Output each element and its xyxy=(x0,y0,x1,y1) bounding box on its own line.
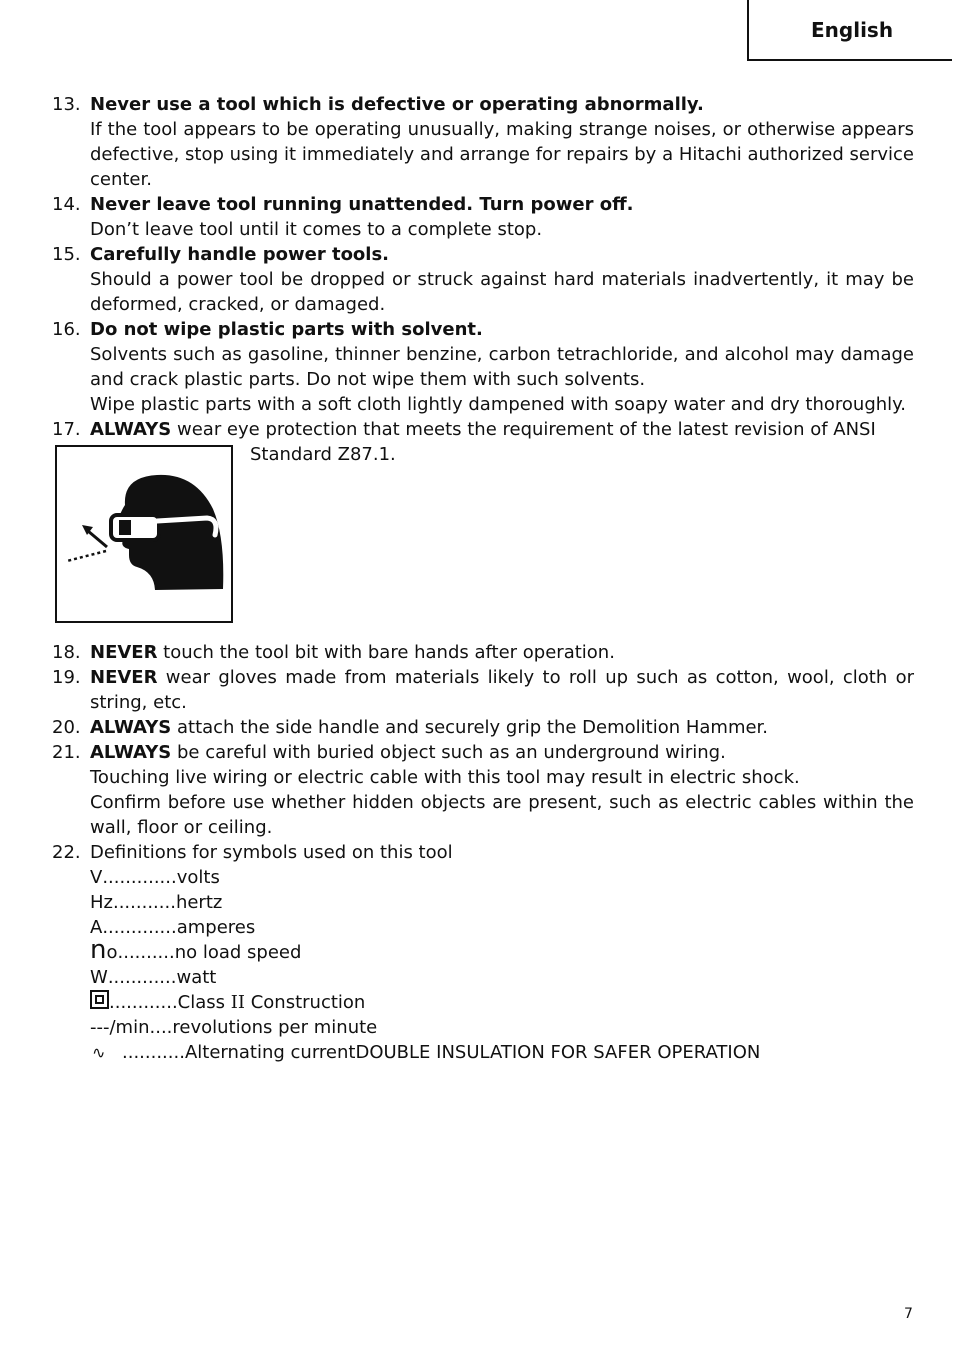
symbol-leader: ............. xyxy=(102,867,177,888)
symbol-row-amperes xyxy=(90,915,914,940)
item-text: be careful with buried object such as an underground wiring. xyxy=(171,742,726,763)
safety-instructions xyxy=(52,92,914,1065)
symbol-leader: ........... xyxy=(122,1042,185,1063)
symbol-key: V xyxy=(90,867,103,888)
item-text: touch the tool bit with bare hands after operation. xyxy=(157,642,615,663)
item-heading: Never use a tool which is defective or operating abnormally. xyxy=(90,94,704,115)
symbol-leader: ............. xyxy=(102,917,177,938)
eye-protection-row xyxy=(52,442,914,640)
item-heading: Carefully handle power tools. xyxy=(90,244,390,265)
symbol-key: A xyxy=(90,917,103,938)
item-emphasis: NEVER xyxy=(90,642,158,663)
item-number: 22. xyxy=(52,842,81,863)
item-number: 18. xyxy=(52,642,81,663)
item-text: wear gloves made from materials likely to roll up such as cotton, wool, cloth or string, etc. xyxy=(90,667,914,713)
item-number: 19. xyxy=(52,667,81,688)
item-number: 17. xyxy=(52,419,81,440)
instruction-13 xyxy=(52,92,914,192)
item-number: 21. xyxy=(52,742,81,763)
instruction-22 xyxy=(52,840,914,1065)
item-heading: Never leave tool running unattended. Turn power off. xyxy=(90,194,634,215)
item-text: attach the side handle and securely grip the Demolition Hammer. xyxy=(171,717,769,738)
item-text: Definitions for symbols used on this tool xyxy=(90,842,453,863)
item-number: 20. xyxy=(52,717,81,738)
symbol-meaning: watt xyxy=(176,967,217,988)
item-body: Confirm before use whether hidden objects are present, such as electric cables within the wall, floor or ceiling. xyxy=(90,792,914,838)
symbol-row-class-ii xyxy=(90,990,914,1015)
item-body: Solvents such as gasoline, thinner benzine, carbon tetrachloride, and alcohol may damage and crack plastic parts. Do not wipe them with such solvents. xyxy=(90,344,914,390)
instruction-19 xyxy=(52,665,914,715)
instruction-17 xyxy=(52,417,914,442)
item-emphasis: ALWAYS xyxy=(90,717,172,738)
item-emphasis: ALWAYS xyxy=(90,742,172,763)
symbol-key: W xyxy=(90,967,108,988)
item-text: wear eye protection that meets the requirement of the latest revision of ANSI xyxy=(171,419,876,440)
eye-protection-caption: Standard Z87.1. xyxy=(250,444,396,465)
language-label: English xyxy=(811,18,894,42)
item-heading: Do not wipe plastic parts with solvent. xyxy=(90,319,483,340)
item-body: Touching live wiring or electric cable with this tool may result in electric shock. xyxy=(90,767,800,788)
item-number: 13. xyxy=(52,94,81,115)
item-number: 16. xyxy=(52,319,81,340)
item-body: Wipe plastic parts with a soft cloth lightly dampened with soapy water and dry thoroughly. xyxy=(90,394,906,415)
alternating-current-icon: ∿ xyxy=(92,1043,106,1062)
symbol-row-watt xyxy=(90,965,914,990)
symbol-leader: ............ xyxy=(107,967,177,988)
eye-protection-pictogram xyxy=(55,445,233,623)
symbol-leader: ........... xyxy=(112,892,176,913)
symbol-row-no-load-speed xyxy=(90,935,914,965)
item-number: 15. xyxy=(52,244,81,265)
item-emphasis: NEVER xyxy=(90,667,158,688)
symbol-meaning: amperes xyxy=(176,917,256,938)
symbol-leader: .... xyxy=(149,1017,173,1038)
symbol-key xyxy=(90,935,118,965)
symbol-row-volts xyxy=(90,865,914,890)
instruction-16 xyxy=(52,317,914,417)
symbol-meaning: Class II Construction xyxy=(177,992,366,1013)
item-body: Should a power tool be dropped or struck against hard materials inadvertently, it may be deformed, cracked, or damaged. xyxy=(90,269,914,315)
symbol-meaning: revolutions per minute xyxy=(172,1017,378,1038)
item-body: If the tool appears to be operating unusually, making strange noises, or otherwise appears defective, stop using it immediately and arrange for repairs by a Hitachi authorized service center. xyxy=(90,119,914,190)
symbol-leader: .......... xyxy=(117,942,175,963)
language-tab xyxy=(747,0,952,61)
item-emphasis: ALWAYS xyxy=(90,419,172,440)
symbol-meaning: Alternating currentDOUBLE INSULATION FOR SAFER OPERATION xyxy=(184,1042,761,1063)
instruction-21 xyxy=(52,740,914,840)
symbol-row-hertz xyxy=(90,890,914,915)
symbol-leader: ............ xyxy=(109,992,178,1013)
symbol-key: ---/min xyxy=(90,1017,150,1038)
instruction-14 xyxy=(52,192,914,242)
symbol-meaning: volts xyxy=(176,867,220,888)
symbol-meaning: no load speed xyxy=(174,942,302,963)
instruction-15 xyxy=(52,242,914,317)
page-number: 7 xyxy=(904,1306,913,1322)
symbol-meaning: hertz xyxy=(175,892,223,913)
symbol-n: n xyxy=(90,935,107,965)
item-number: 14. xyxy=(52,194,81,215)
symbol-row-rpm xyxy=(90,1015,914,1040)
double-insulation-icon xyxy=(90,990,109,1009)
symbol-row-alternating-current xyxy=(90,1040,914,1065)
symbol-key: Hz xyxy=(90,892,113,913)
item-body: Don’t leave tool until it comes to a complete stop. xyxy=(90,219,543,240)
symbol-o: o xyxy=(106,942,118,963)
instruction-18 xyxy=(52,640,914,665)
instruction-20 xyxy=(52,715,914,740)
safety-glasses-icon xyxy=(57,447,231,621)
